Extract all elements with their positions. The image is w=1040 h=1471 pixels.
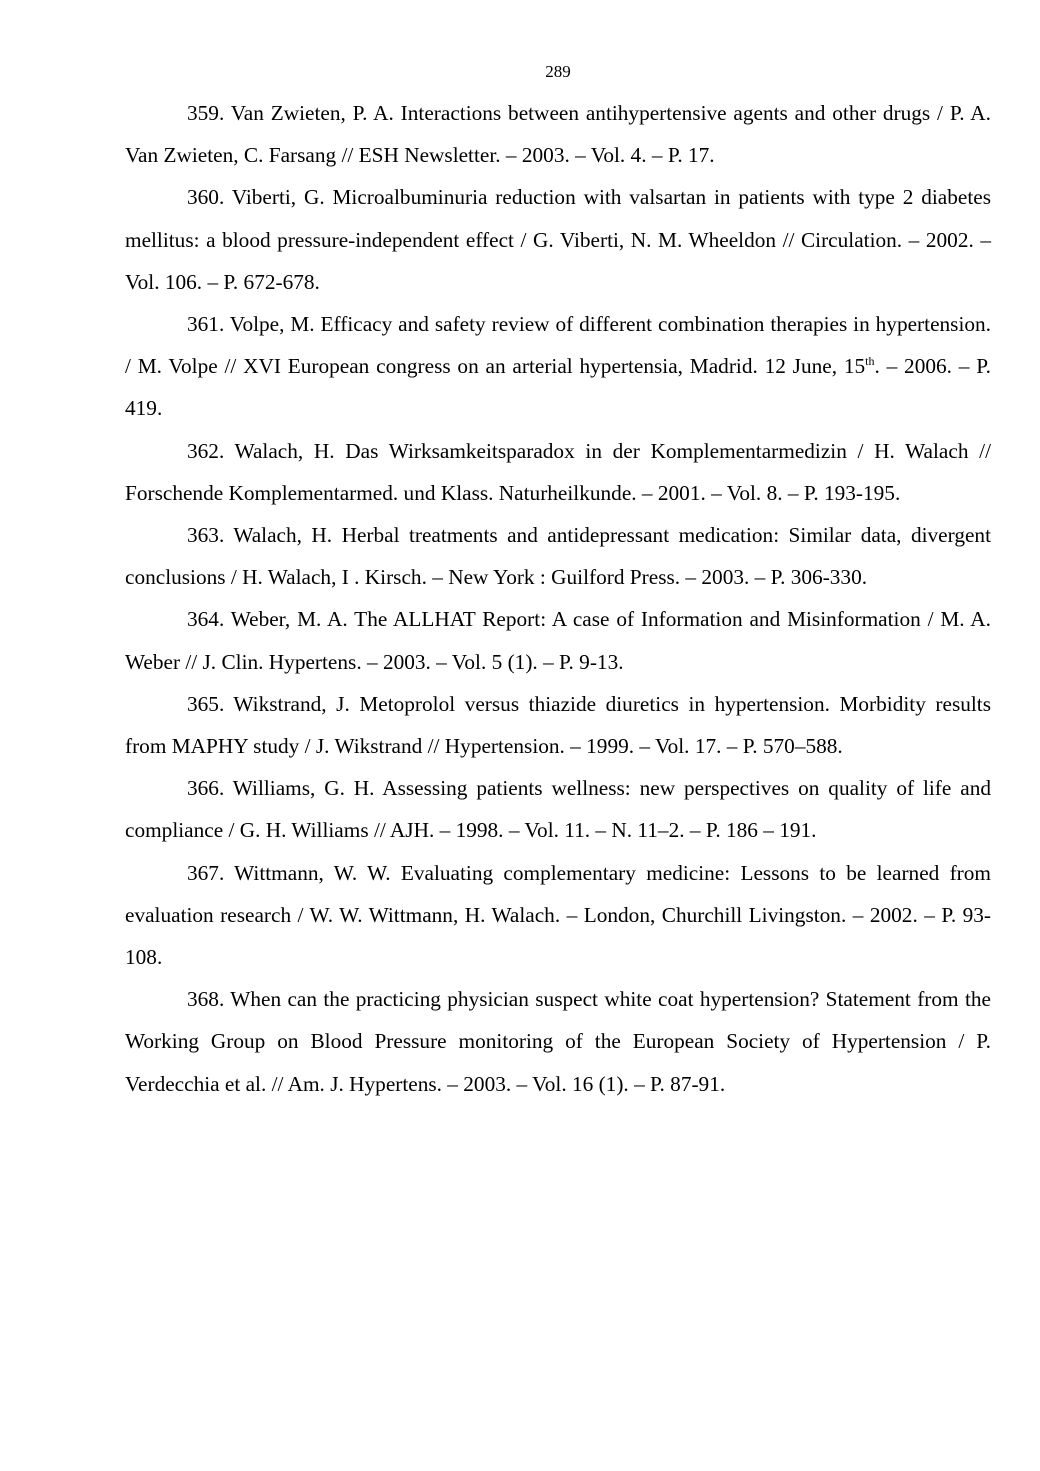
reference-item-361 bbox=[125, 303, 991, 430]
reference-item-359: 359. Van Zwieten, P. A. Interactions between antihypertensive agents and other drugs / P. A. Van Zwieten, C. Farsang // ESH Newsletter. – 2003. – Vol. 4. – P. 17. bbox=[125, 101, 991, 168]
reference-item-360: 360. Viberti, G. Microalbuminuria reduction with valsartan in patients with type 2 diabetes mellitus: a blood pressure-independent effect / G. Viberti, N. M. Wheeldon // Circulation. – 2002. – Vol. 106. – P. 672-678. bbox=[125, 185, 991, 294]
reference-text: 361. Volpe, M. Efficacy and safety review of different combination therapies in hypertension. / M. Volpe // XVI European congress on an arterial hypertensia, Madrid. 12 June, 15 bbox=[125, 312, 991, 379]
reference-item-364: 364. Weber, M. A. The ALLHAT Report: A case of Information and Misinformation / M. A. Weber // J. Clin. Hypertens. – 2003. – Vol. 5 (1). – P. 9-13. bbox=[125, 607, 991, 674]
reference-item-366: 366. Williams, G. H. Assessing patients wellness: new perspectives on quality of life and compliance / G. H. Williams // AJH. – 1998. – Vol. 11. – N. 11–2. – P. 186 – 191. bbox=[125, 776, 991, 843]
reference-item-362: 362. Walach, H. Das Wirksamkeitsparadox in der Komplementarmedizin / H. Walach // Forschende Komplementarmed. und Klass. Naturheilkunde. – 2001. – Vol. 8. – P. 193-195. bbox=[125, 438, 991, 505]
reference-item-367: 367. Wittmann, W. W. Evaluating complementary medicine: Lessons to be learned from evaluation research / W. W. Wittmann, H. Walach. – London, Churchill Livingston. – 2002. – P. 93-108. bbox=[125, 860, 991, 970]
reference-item-365: 365. Wikstrand, J. Metoprolol versus thiazide diuretics in hypertension. Morbidity results from MAPHY study / J. Wikstrand // Hypertension. – 1999. – Vol. 17. – P. 570–588. bbox=[125, 691, 991, 759]
reference-item-363: 363. Walach, H. Herbal treatments and antidepressant medication: Similar data, divergent conclusions / H. Walach, I . Kirsch. – New York : Guilford Press. – 2003. – P. 306-330. bbox=[125, 523, 991, 590]
page-number: 289 bbox=[545, 62, 571, 81]
reference-text-continued: . – 2006. – P. 419. bbox=[125, 354, 991, 421]
ordinal-superscript: th bbox=[865, 354, 875, 369]
reference-list bbox=[125, 92, 991, 1105]
reference-item-368: 368. When can the practicing physician suspect white coat hypertension? Statement from the Working Group on Blood Pressure monitoring of the European Society of Hypertension / P. Verdecchia et al. // Am. J. Hypertens. – 2003. – Vol. 16 (1). – P. 87-91. bbox=[125, 987, 991, 1096]
